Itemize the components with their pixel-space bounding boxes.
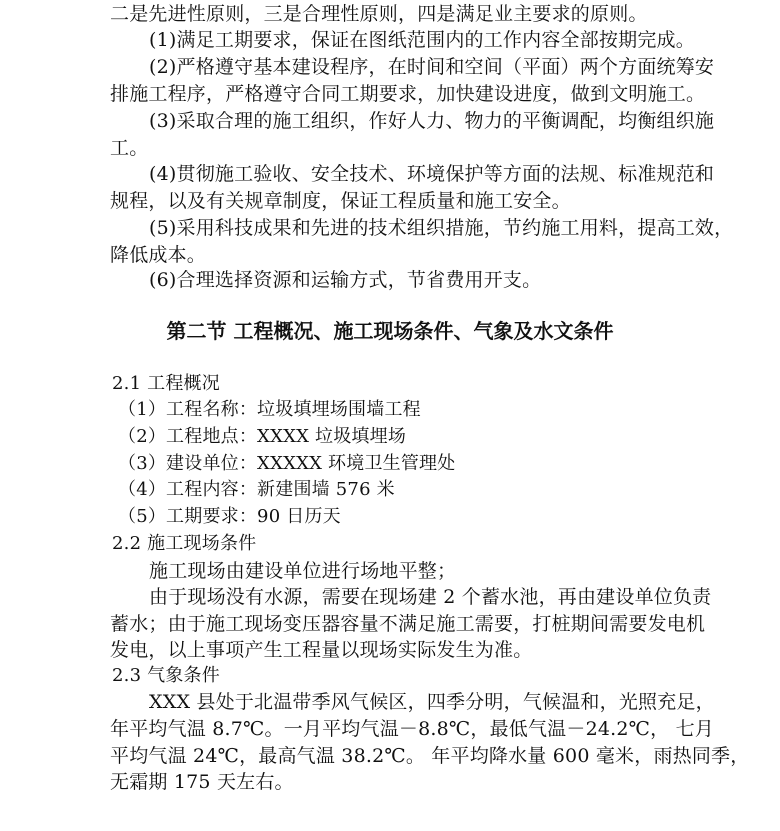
list-item: （5）工期要求：90 日历天	[118, 506, 341, 527]
section-title: 第二节 工程概况、施工现场条件、气象及水文条件	[166, 319, 614, 343]
intro-line: (5)采用科技成果和先进的技术组织措施，节约施工用料，提高工效，	[149, 217, 734, 239]
intro-line: (2)严格遵守基本建设程序，在时间和空间（平面）两个方面统筹安	[149, 56, 715, 78]
intro-line: 降低成本。	[110, 244, 207, 266]
paragraph-line: 蓄水；由于施工现场变压器容量不满足施工需要，打桩期间需要发电机	[110, 613, 706, 635]
intro-line: 规程，以及有关规章制度，保证工程质量和施工安全。	[110, 190, 571, 212]
list-item: （2）工程地点：XXXX 垃圾填埋场	[118, 426, 407, 447]
paragraph-line: 发电，以上事项产生工程量以现场实际发生为准。	[110, 639, 533, 661]
paragraph-line: 年平均气温 8.7℃。一月平均气温－8.8℃，最低气温－24.2℃， 七月	[110, 718, 714, 740]
paragraph-line: XXX 县处于北温带季风气候区，四季分明，气候温和，光照充足，	[149, 691, 715, 713]
intro-line: 工。	[110, 137, 149, 159]
paragraph-line: 无霜期 175 天左右。	[110, 771, 294, 793]
paragraph-line: 施工现场由建设单位进行场地平整；	[149, 560, 457, 582]
intro-line: 排施工程序，严格遵守合同工期要求，加快建设进度，做到文明施工。	[110, 83, 706, 105]
list-item: （1）工程名称：垃圾填埋场围墙工程	[118, 399, 421, 420]
subsection-heading: 2.2 施工现场条件	[112, 533, 257, 554]
list-item: （4）工程内容：新建围墙 576 米	[118, 479, 395, 500]
paragraph-line: 由于现场没有水源，需要在现场建 2 个蓄水池，再由建设单位负责	[149, 586, 712, 608]
subsection-heading: 2.1 工程概况	[112, 373, 220, 394]
paragraph-line: 平均气温 24℃，最高气温 38.2℃。 年平均降水量 600 毫米，雨热同季，	[110, 745, 750, 767]
intro-line: 二是先进性原则，三是合理性原则，四是满足业主要求的原则。	[110, 3, 648, 25]
intro-line: (6)合理选择资源和运输方式，节省费用开支。	[149, 269, 542, 291]
intro-line: (1)满足工期要求，保证在图纸范围内的工作内容全部按期完成。	[149, 29, 695, 51]
list-item: （3）建设单位：XXXXX 环境卫生管理处	[118, 453, 456, 474]
intro-line: (4)贯彻施工验收、安全技术、环境保护等方面的法规、标准规范和	[149, 163, 715, 185]
subsection-heading: 2.3 气象条件	[112, 665, 220, 686]
intro-line: (3)采取合理的施工组织，作好人力、物力的平衡调配，均衡组织施	[149, 110, 715, 132]
